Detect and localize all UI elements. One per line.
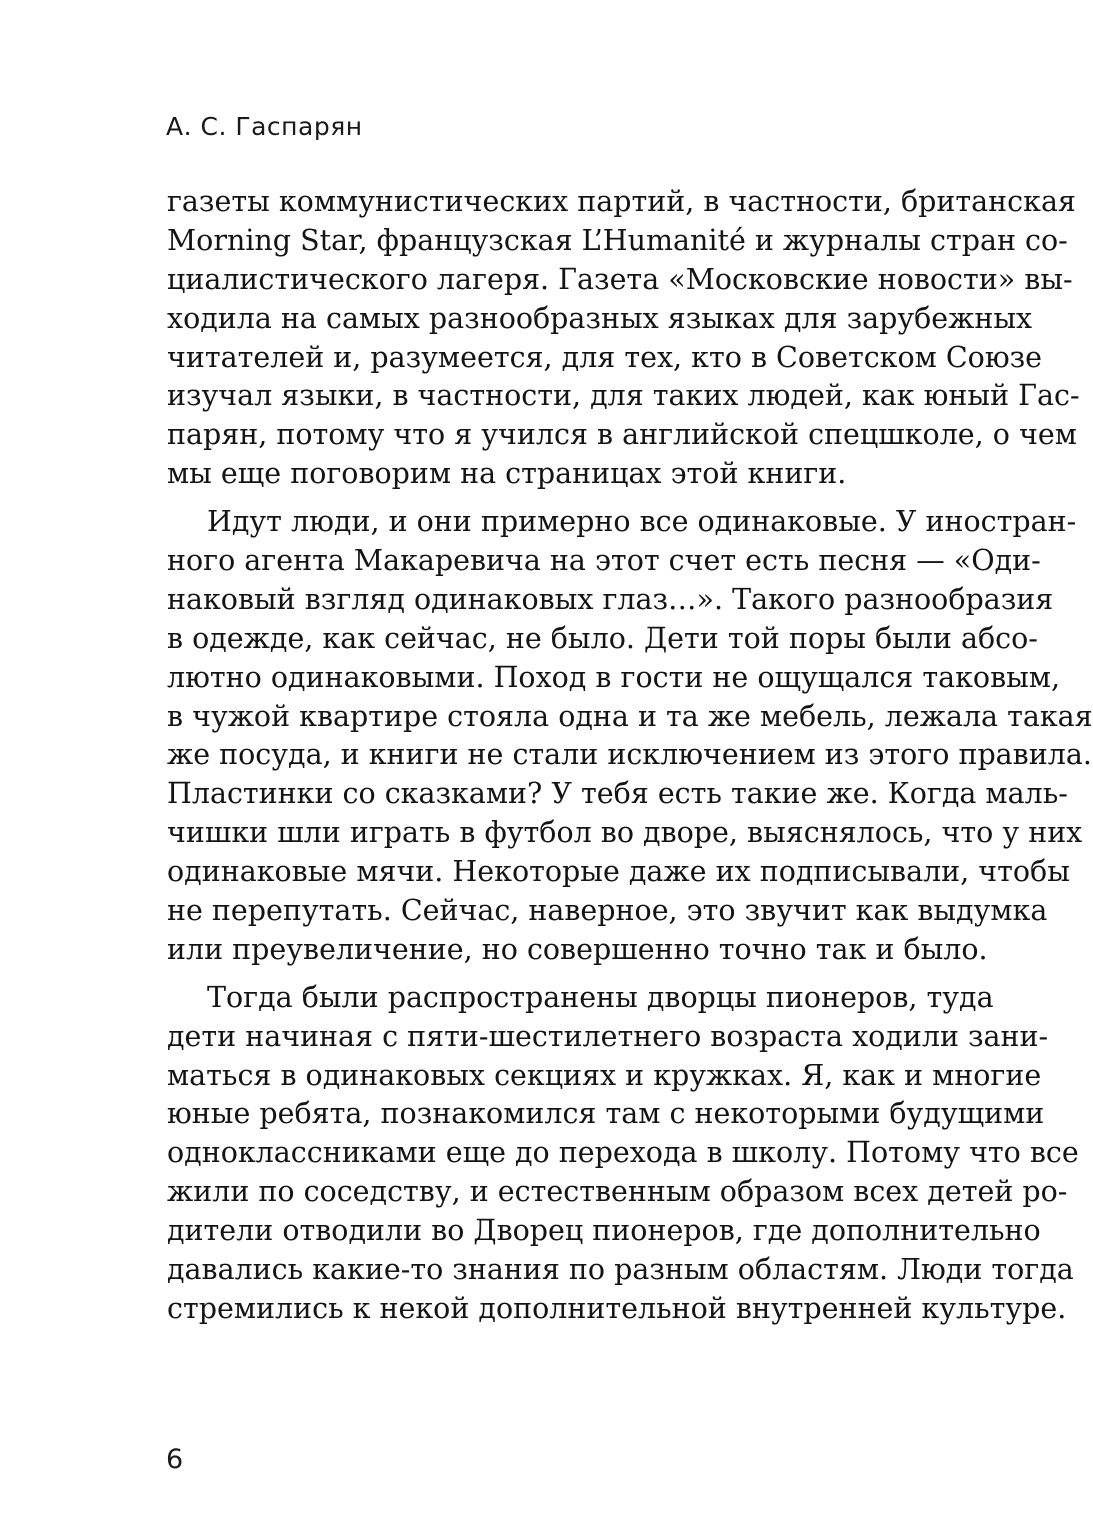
paragraph-3 — [167, 979, 1079, 1329]
paragraph-1 — [167, 183, 1080, 494]
text-line: парян, потому что я учился в английской спецшколе, о чем — [167, 418, 1077, 452]
text-line: Пластинки со сказками? У тебя есть такие же. Когда маль- — [167, 777, 1068, 811]
text-line: мы еще поговорим на страницах этой книги. — [167, 457, 847, 491]
text-line: читателей и, разумеется, для тех, кто в Советском Союзе — [167, 340, 1043, 374]
text-line: давались какие-то знания по разным областям. Люди тогда — [167, 1253, 1074, 1287]
paragraph-gap — [167, 970, 903, 979]
text-line: маться в одинаковых секциях и кружках. Я, как и многие — [167, 1058, 1042, 1092]
text-line: или преувеличение, но совершенно точно так и было. — [167, 932, 988, 966]
text-line: юные ребята, познакомился там с некоторыми будущими — [167, 1097, 1045, 1131]
text-line: не перепутать. Сейчас, наверное, это звучит как выдумка — [167, 894, 1048, 928]
text-line: в одежде, как сейчас, не было. Дети той поры были абсо- — [167, 621, 1038, 655]
text-line: чишки шли играть в футбол во дворе, выяснялось, что у них — [167, 816, 1083, 850]
text-line: дители отводили во Дворец пионеров, где дополнительно — [167, 1214, 1041, 1248]
text-line: циалистического лагеря. Газета «Московские новости» вы- — [167, 262, 1073, 296]
text-line: ного агента Макаревича на этот счет есть песня — «Оди- — [167, 544, 1041, 578]
text-line: одноклассниками еще до перехода в школу. Потому что все — [167, 1136, 1079, 1170]
text-line: лютно одинаковыми. Поход в гости не ощущался таковым, — [167, 660, 1061, 694]
text-line: изучал языки, в частности, для таких людей, как юный Гас- — [167, 379, 1080, 413]
text-line: одинаковые мячи. Некоторые даже их подписывали, чтобы — [167, 855, 1070, 889]
text-line: в чужой квартире стояла одна и та же мебель, лежала такая — [167, 699, 1093, 733]
running-head-author: А. С. Гаспарян — [166, 112, 363, 141]
body-text — [167, 183, 1093, 1329]
text-line: наковый взгляд одинаковых глаз…». Такого разнообразия — [167, 582, 1054, 616]
paragraph-2 — [167, 503, 1093, 970]
text-line: жили по соседству, и естественным образом всех детей ро- — [167, 1175, 1068, 1209]
text-line: стремились к некой дополнительной внутренней культуре. — [167, 1291, 1067, 1325]
text-line: дети начиная с пяти-шестилетнего возраста ходили зани- — [167, 1019, 1049, 1053]
text-line: Идут люди, и они примерно все одинаковые. У иностран- — [207, 505, 1077, 539]
text-line: Morning Star, французская L’Humanité и журналы стран со- — [167, 223, 1068, 257]
page-number: 6 — [166, 1444, 184, 1475]
paragraph-gap — [167, 494, 903, 503]
text-line: ходила на самых разнообразных языках для зарубежных — [167, 301, 1033, 335]
text-line: газеты коммунистических партий, в частности, британская — [167, 185, 1076, 218]
text-line: Тогда были распространены дворцы пионеров, туда — [207, 980, 994, 1014]
text-line: же посуда, и книги не стали исключением из этого правила. — [167, 738, 1092, 772]
